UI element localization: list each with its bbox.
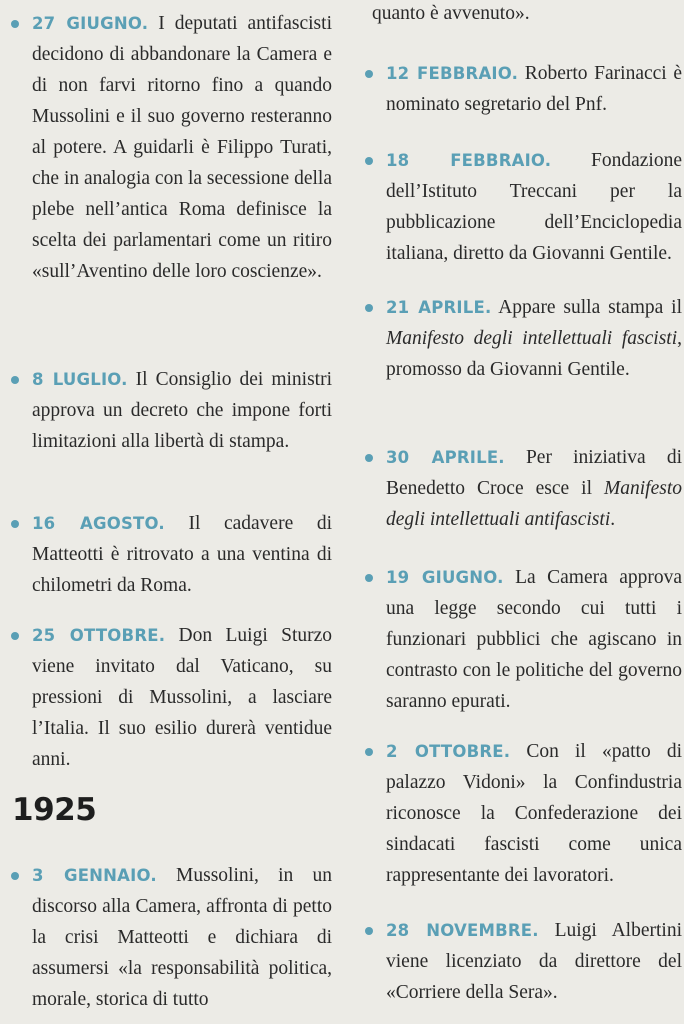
entry-text: Per iniziativa di Benedetto Croce esce il <box>386 447 682 499</box>
timeline-entry <box>32 508 332 601</box>
bullet-icon <box>365 70 373 78</box>
entry-date: 12 FEBBRAIO. <box>386 64 519 83</box>
entry-text: I deputati antifascisti decidono di abbandonare la Camera e di non farvi ritorno fino a quando Mussolini e il suo governo resteranno al potere. A guidarli è Filippo Turati, che in analogia con la secessione della plebe nell’antica Roma definisce la scelta dei parlamentari come un ritiro «sull’Aventino delle loro coscienze». <box>32 13 332 282</box>
bullet-icon <box>11 376 19 384</box>
entry-date: 16 AGOSTO. <box>32 514 165 533</box>
entry-date: 27 GIUGNO. <box>32 14 149 33</box>
entry-text: Il Consiglio dei ministri approva un decreto che impone forti limitazioni alla libertà di stampa. <box>32 369 333 452</box>
timeline-entry <box>386 562 682 717</box>
timeline-entry <box>386 58 682 120</box>
continued-text <box>372 0 668 29</box>
entry-text: Luigi Albertini viene licenziato da direttore del «Corriere della Sera». <box>386 920 683 1003</box>
entry-title: Manifesto degli intellettuali fascisti <box>386 328 678 349</box>
entry-date: 28 NOVEMBRE. <box>386 921 539 940</box>
timeline-entry <box>386 442 682 535</box>
timeline-entry <box>386 145 682 269</box>
bullet-icon <box>365 574 373 582</box>
timeline-entry <box>386 915 682 1008</box>
bullet-icon <box>365 157 373 165</box>
entry-text: Fondazione dell’Istituto Treccani per la pubblicazione dell’Enciclopedia italiana, diretto da Giovanni Gentile. <box>386 150 682 264</box>
entry-text: Roberto Farinacci è nominato segretario del Pnf. <box>386 63 682 115</box>
entry-date: 2 OTTOBRE. <box>386 742 511 761</box>
entry-title: Manifesto degli intellettuali antifascisti <box>386 478 682 530</box>
timeline-entry <box>32 8 332 287</box>
bullet-icon <box>365 927 373 935</box>
year-heading: 1925 <box>12 792 97 828</box>
entry-text: Appare sulla stampa il <box>498 297 682 318</box>
entry-text: . <box>610 509 616 530</box>
entry-date: 3 GENNAIO. <box>32 866 157 885</box>
entry-text: , promosso da Giovanni Gentile. <box>386 328 682 380</box>
entry-date: 30 APRILE. <box>386 448 505 467</box>
timeline-entry <box>386 292 682 385</box>
bullet-icon <box>365 748 373 756</box>
entry-date: 19 GIUGNO. <box>386 568 504 587</box>
entry-date: 25 OTTOBRE. <box>32 626 166 645</box>
entry-text: La Camera approva una legge secondo cui tutti i funzionari pubblici che agiscano in contrasto con le politiche del governo saranno epurati. <box>386 567 683 712</box>
bullet-icon <box>11 872 19 880</box>
entry-text: Mussolini, in un discorso alla Camera, affronta di petto la crisi Matteotti e dichiara di assumersi «la responsabilità politica, morale, storica di tutto <box>32 865 332 1010</box>
timeline-entry <box>32 620 332 775</box>
bullet-icon <box>365 454 373 462</box>
bullet-icon <box>11 632 19 640</box>
entry-text: Il cadavere di Matteotti è ritrovato a una ventina di chilometri da Roma. <box>32 513 332 596</box>
bullet-icon <box>11 520 19 528</box>
entry-text: quanto è avvenuto». <box>372 3 530 24</box>
timeline-entry <box>32 860 332 1015</box>
timeline-entry <box>32 364 332 457</box>
entry-text: Con il «patto di palazzo Vidoni» la Confindustria riconosce la Confederazione dei sindacati fascisti come unica rappresentante dei lavoratori. <box>386 741 682 886</box>
entry-date: 21 APRILE. <box>386 298 492 317</box>
bullet-icon <box>365 304 373 312</box>
timeline-entry <box>386 736 682 891</box>
entry-date: 8 LUGLIO. <box>32 370 128 389</box>
entry-text: Don Luigi Sturzo viene invitato dal Vaticano, su pressioni di Mussolini, a lasciare l’Italia. Il suo esilio durerà ventidue anni. <box>32 625 333 770</box>
bullet-icon <box>11 20 19 28</box>
entry-date: 18 FEBBRAIO. <box>386 151 552 170</box>
